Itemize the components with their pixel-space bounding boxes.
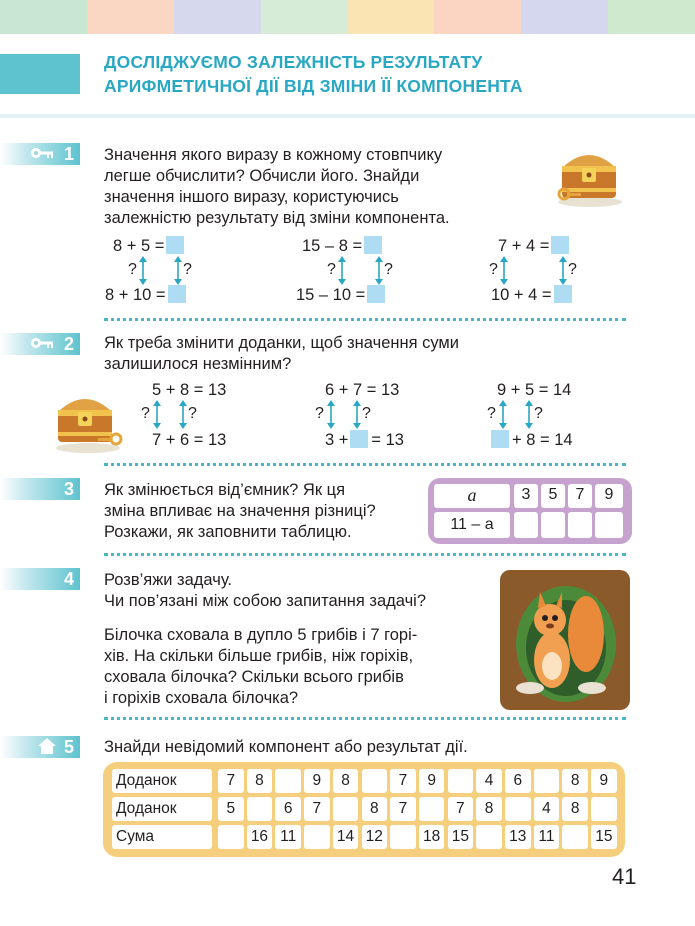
section-divider [104, 318, 626, 321]
top-color-band [0, 0, 695, 34]
difference-table [428, 478, 632, 544]
question-mark: ? [141, 405, 150, 422]
table-cell: 18 [419, 825, 445, 849]
answer-cell[interactable] [514, 512, 538, 538]
answer-box[interactable] [364, 236, 382, 254]
table-cell: 4 [476, 769, 502, 793]
change-arrows [125, 256, 195, 286]
table-cell: 6 [505, 769, 531, 793]
band-segment [0, 0, 87, 34]
sum-1-bottom: 7 + 6 = 13 [152, 431, 227, 449]
expr-1-bottom [105, 285, 186, 305]
task-4-tab [0, 568, 80, 590]
task-2-tab [0, 333, 80, 355]
table-cell: 7 [218, 769, 244, 793]
expr-text: 8 + 5 = [113, 237, 165, 255]
answer-cell[interactable] [448, 769, 474, 793]
answer-box[interactable] [168, 285, 186, 303]
table-cell: 15 [448, 825, 474, 849]
table-cell: 7 [448, 797, 474, 821]
answer-cell[interactable] [362, 769, 388, 793]
section-divider [104, 553, 626, 556]
table-cell: 5 [218, 797, 244, 821]
sum-1-top: 5 + 8 = 13 [152, 381, 227, 399]
table-cell: 13 [505, 825, 531, 849]
task-5-text: Знайди невідомий компонент або результат дії. [104, 738, 468, 756]
question-mark: ? [487, 405, 496, 422]
expr-text: 8 + 10 = [105, 286, 166, 304]
answer-cell[interactable] [568, 512, 592, 538]
table-row-label: Доданок [112, 797, 212, 821]
page-number: 41 [612, 864, 637, 889]
house-icon [38, 738, 56, 757]
answer-box[interactable] [551, 236, 569, 254]
expr-2-bottom [296, 285, 385, 305]
task-number: 4 [63, 569, 74, 589]
band-segment [521, 0, 608, 34]
table-cell: 8 [562, 769, 588, 793]
text-line: Розв’яжи задачу. [104, 571, 233, 589]
text-line: і горіхів сховала білочка? [104, 689, 299, 707]
section-divider [104, 463, 626, 466]
table-cell: 7 [304, 797, 330, 821]
treasure-chest-illustration [50, 384, 126, 459]
answer-cell[interactable] [275, 769, 301, 793]
sum-3-bottom [489, 430, 573, 450]
table-cell: 11 [534, 825, 560, 849]
text-line: залежністю результату від зміни компонента. [104, 209, 450, 227]
question-mark: ? [568, 261, 577, 278]
expr-2-top [302, 236, 382, 256]
question-mark: ? [183, 261, 192, 278]
expr-3-top [498, 236, 569, 256]
expr-3-bottom [491, 285, 572, 305]
table-cell: 3 [514, 484, 538, 508]
change-arrows [314, 400, 376, 430]
sum-2-top: 6 + 7 = 13 [325, 381, 400, 399]
band-segment [261, 0, 348, 34]
table-cell: 7 [568, 484, 592, 508]
table-cell: 8 [247, 769, 273, 793]
text-line: Значення якого виразу в кожному стовпчику [104, 146, 443, 164]
question-mark: ? [384, 261, 393, 278]
expr-text: + 8 = 14 [512, 431, 573, 449]
answer-cell[interactable] [304, 825, 330, 849]
task-1-tab [0, 143, 80, 165]
text-line: Чи пов’язані між собою запитання задачі? [104, 592, 427, 610]
question-mark: ? [188, 405, 197, 422]
table-cell: 16 [247, 825, 273, 849]
expr-text: = 13 [371, 431, 404, 449]
change-arrows [324, 256, 396, 286]
table-cell: 14 [333, 825, 359, 849]
answer-box[interactable] [166, 236, 184, 254]
answer-cell[interactable] [541, 512, 565, 538]
answer-cell[interactable] [476, 825, 502, 849]
change-arrows [486, 400, 548, 430]
table-cell: 8 [362, 797, 388, 821]
sum-2-bottom [325, 430, 404, 450]
expr-text: 10 + 4 = [491, 286, 552, 304]
question-mark: ? [128, 261, 137, 278]
sum-3-top: 9 + 5 = 14 [497, 381, 572, 399]
answer-cell[interactable] [562, 825, 588, 849]
question-mark: ? [362, 405, 371, 422]
question-mark: ? [327, 261, 336, 278]
table-row-label: a [434, 484, 510, 508]
answer-box[interactable] [554, 285, 572, 303]
table-cell: 5 [541, 484, 565, 508]
addition-table [103, 762, 625, 857]
text-line: хів. На скільки більше грибів, ніж горіхів, [104, 647, 414, 665]
expr-text: 3 + [325, 431, 349, 449]
section-divider [104, 717, 626, 720]
table-row-label: Доданок [112, 769, 212, 793]
expr-text: 7 + 4 = [498, 237, 550, 255]
task-3-tab [0, 478, 80, 500]
title-line-1: ДОСЛІДЖУЄМО ЗАЛЕЖНІСТЬ РЕЗУЛЬТАТУ [104, 52, 483, 72]
text-line: легше обчислити? Обчисли його. Знайди [104, 167, 420, 185]
table-cell: 9 [304, 769, 330, 793]
question-mark: ? [489, 261, 498, 278]
answer-box[interactable] [367, 285, 385, 303]
question-mark: ? [315, 405, 324, 422]
key-icon [30, 336, 54, 353]
table-row-label: Сума [112, 825, 212, 849]
task-number: 5 [63, 737, 74, 757]
table-cell: 9 [591, 769, 617, 793]
table-cell: 4 [534, 797, 560, 821]
text-line: сховала білочка? Скільки всього грибів [104, 668, 404, 686]
answer-box[interactable] [491, 430, 509, 448]
change-arrows [140, 400, 202, 430]
task-3-text [104, 480, 376, 543]
text-line: Як треба змінити доданки, щоб значення суми [104, 334, 459, 352]
text-line: Розкажи, як заповнити таблицю. [104, 523, 352, 541]
text-line: значення іншого виразу, користуючись [104, 188, 399, 206]
table-cell: 6 [275, 797, 301, 821]
table-cell: 8 [562, 797, 588, 821]
task-number: 3 [63, 479, 74, 499]
band-segment [608, 0, 695, 34]
answer-cell[interactable] [390, 825, 416, 849]
band-segment [348, 0, 435, 34]
table-cell: 8 [476, 797, 502, 821]
table-cell: 7 [390, 769, 416, 793]
treasure-chest-illustration [552, 138, 628, 213]
expr-text: 15 – 10 = [296, 286, 366, 304]
band-segment [87, 0, 174, 34]
answer-cell[interactable] [595, 512, 623, 538]
expr-text: 15 – 8 = [302, 237, 363, 255]
table-cell: 12 [362, 825, 388, 849]
title-underline [0, 114, 695, 118]
task-1-text [104, 145, 450, 229]
task-2-text [104, 333, 459, 375]
band-segment [174, 0, 261, 34]
table-cell: 8 [333, 769, 359, 793]
text-line: Білочка сховала в дупло 5 грибів і 7 горі- [104, 626, 418, 644]
task-number: 1 [63, 144, 74, 164]
answer-cell[interactable] [218, 825, 244, 849]
table-cell: 9 [595, 484, 623, 508]
text-line: залишилося незмінним? [104, 355, 292, 373]
task-5-tab [0, 736, 80, 758]
answer-box[interactable] [350, 430, 368, 448]
title-line-2: АРИФМЕТИЧНОЇ ДІЇ ВІД ЗМІНИ ЇЇ КОМПОНЕНТА [104, 76, 523, 96]
text-line: Як змінюється від’ємник? Як ця [104, 481, 346, 499]
table-cell: 9 [419, 769, 445, 793]
expr-1-top [113, 236, 184, 256]
question-mark: ? [534, 405, 543, 422]
task-4-problem [104, 625, 482, 709]
title-accent-bar [0, 54, 80, 94]
change-arrows [486, 256, 578, 286]
answer-cell[interactable] [505, 797, 531, 821]
task-4-text [104, 570, 426, 612]
table-cell: 7 [390, 797, 416, 821]
band-segment [434, 0, 521, 34]
answer-cell[interactable] [333, 797, 359, 821]
task-number: 2 [63, 334, 74, 354]
table-cell: 15 [591, 825, 617, 849]
key-icon [30, 146, 54, 163]
page-title [104, 50, 523, 98]
answer-cell[interactable] [591, 797, 617, 821]
table-row-label: 11 – a [434, 512, 510, 538]
text-line: зміна впливає на значення різниці? [104, 502, 376, 520]
answer-cell[interactable] [247, 797, 273, 821]
answer-cell[interactable] [534, 769, 560, 793]
squirrel-illustration [500, 570, 630, 715]
table-cell: 11 [275, 825, 301, 849]
answer-cell[interactable] [419, 797, 445, 821]
